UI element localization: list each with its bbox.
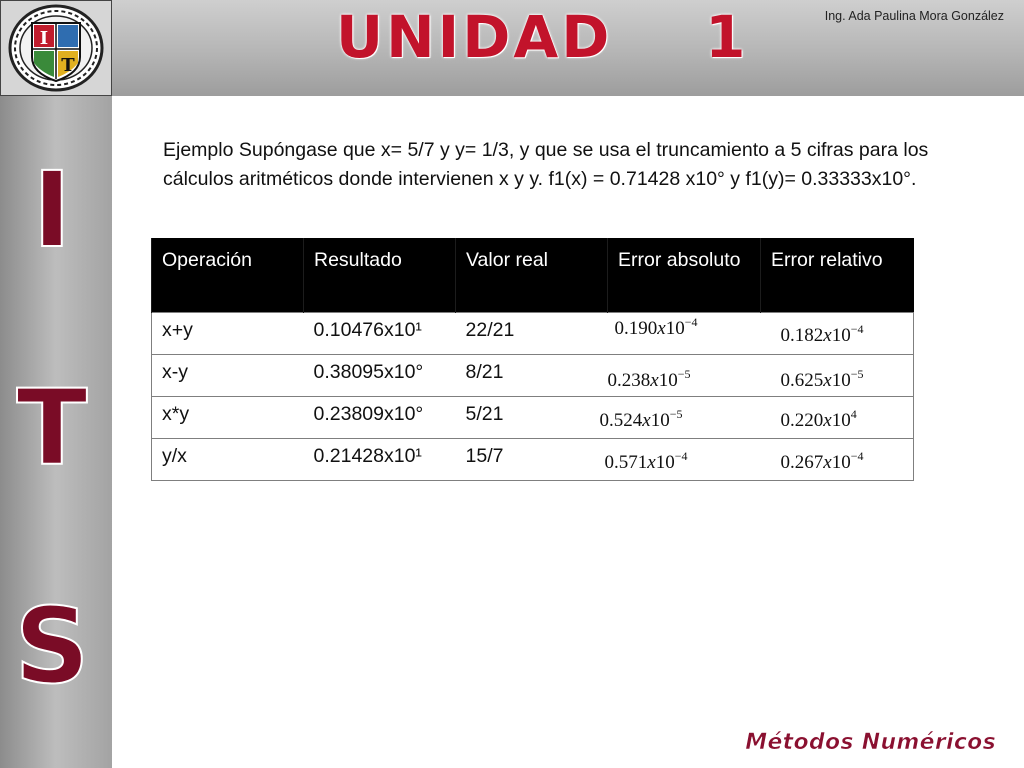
- error-relativo-value: $0.182x10^{-4}$: [780, 322, 864, 346]
- header-band: [0, 0, 1024, 96]
- table-row: [152, 439, 914, 481]
- cell-error-absoluto: [608, 355, 761, 397]
- table-row: [152, 313, 914, 355]
- cell-valor-real: 5/21: [456, 397, 608, 439]
- cell-error-relativo: [761, 439, 914, 481]
- error-relativo-value: $0.220x10^4$: [780, 407, 857, 431]
- cell-operacion: x+y: [152, 313, 304, 355]
- cell-error-absoluto: [604, 439, 761, 481]
- cell-error-absoluto: [608, 313, 761, 355]
- header-error-absoluto: Error absoluto: [608, 238, 761, 313]
- table-header-row: [152, 238, 914, 313]
- logo-letter-i: I: [39, 28, 49, 49]
- sidebar-letter-t: T: [16, 367, 88, 489]
- header-error-relativo: Error relativo: [761, 238, 914, 313]
- error-absoluto-value: $0.524x10^{-5}$: [599, 407, 683, 431]
- page-title: UNIDAD 1: [336, 3, 749, 71]
- cell-valor-real: 8/21: [456, 355, 608, 397]
- cell-resultado: 0.23809x10°: [304, 397, 456, 439]
- cell-resultado: 0.10476x10¹: [304, 313, 456, 355]
- cell-operacion: x*y: [152, 397, 304, 439]
- table-row: [152, 355, 914, 397]
- sidebar-letter-s: S: [14, 585, 90, 707]
- cell-operacion: x-y: [152, 355, 304, 397]
- error-absoluto-value: $0.571x10^{-4}$: [604, 449, 688, 473]
- logo-letter-t: T: [61, 55, 75, 76]
- cell-error-absoluto: [599, 397, 761, 439]
- seal-icon: [1, 1, 111, 95]
- header-valor-real: Valor real: [456, 238, 608, 313]
- cell-valor-real: 15/7: [456, 439, 608, 481]
- error-relativo-value: $0.625x10^{-5}$: [780, 367, 864, 391]
- course-name: Métodos Numéricos: [745, 730, 996, 755]
- table-row: [152, 397, 914, 439]
- results-table: [151, 238, 914, 481]
- error-absoluto-value: $0.238x10^{-5}$: [607, 367, 691, 391]
- cell-error-relativo: [761, 397, 914, 439]
- author-name: Ing. Ada Paulina Mora González: [824, 9, 1004, 23]
- sidebar: [0, 96, 112, 768]
- header-resultado: Resultado: [304, 238, 456, 313]
- sidebar-letter-i: I: [32, 149, 72, 271]
- header-operacion: Operación: [152, 238, 304, 313]
- error-relativo-value: $0.267x10^{-4}$: [780, 449, 864, 473]
- cell-valor-real: 22/21: [456, 313, 608, 355]
- cell-error-relativo: [761, 313, 914, 355]
- error-absoluto-value: $0.190x10^{-4}$: [614, 315, 698, 339]
- cell-error-relativo: [761, 355, 914, 397]
- cell-resultado: 0.21428x10¹: [304, 439, 456, 481]
- institution-logo: [0, 0, 112, 96]
- cell-operacion: y/x: [152, 439, 304, 481]
- cell-resultado: 0.38095x10°: [304, 355, 456, 397]
- example-statement: Ejemplo Supóngase que x= 5/7 y y= 1/3, y que se usa el truncamiento a 5 cifras para los cálculos aritméticos donde intervienen x y y. f1(x) = 0.71428 x10° y f1(y)= 0.33333x10°.: [163, 139, 929, 190]
